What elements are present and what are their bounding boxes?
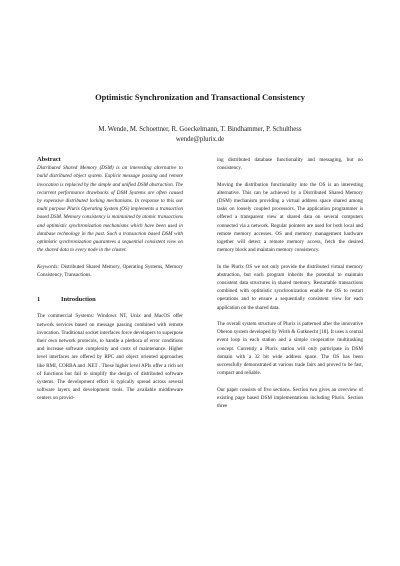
section-heading-introduction	[37, 296, 183, 304]
paper-title: Optimistic Synchronization and Transactional Consistency	[95, 93, 305, 102]
keywords-paragraph	[37, 263, 183, 279]
right-paragraph-3: The overall system structure of Plurix is patterned after the innovative Oberon system developed by Wirth & Gutknecht [18]. It uses a central event loop in each station and a simple cooperative multitasking concept. Currently a Plurix station will only participate in DSM domain with a 32 bit wide address space. The OS has been successfully demonstrated at various trade fairs and proved to be fast, compact and reliable.	[217, 321, 363, 377]
section-number: 1	[37, 296, 41, 304]
keywords-label: Keywords:	[37, 263, 60, 270]
right-paragraph-1: Moving the distribution functionality into the OS is an interesting alternative. This can be achieved by a Distributed Shared Memory (DSM) mechanism providing a virtual address space shared among tasks on loosely coupled processors. The application programmer is offered a transparent view at shared data on several computers connected via a network. Regular pointers are used for both local and remote memory accesses. OS and memory management hardware together will detect a remote memory access, fetch the desired memory block and maintain memory consistency.	[217, 181, 363, 254]
right-paragraph-2: In the Plurix OS we not only provide the distributed virtual memory abstraction, but each program inherits the potential to maintain consistent data structures in shared memory. Restartable transactions combined with optimistic synchronization enable the OS to restart operations and to ensure a sequentially consistent view for each application on the shared data.	[217, 263, 363, 311]
right-paragraph-0: ing distributed database functionality and messaging, but no consistency.	[217, 157, 363, 172]
author-block	[0, 125, 400, 144]
author-list: M. Wende, M. Schoettner, R. Goeckelmann, T. Bindhammer, P. Schulthess	[98, 126, 302, 133]
abstract-heading: Abstract	[37, 156, 61, 163]
right-paragraph-4: Our paper consists of five sections. Section two gives an overview of existing page based DSM implementations including Plurix. Section three	[217, 386, 363, 410]
author-email: wende@plurix.de	[175, 135, 225, 143]
left-column	[37, 156, 183, 403]
intro-paragraph-1: The commercial Systems: Windows NT, Unix and MacOS offer network services based on message passing combined with remote invocation. Traditional socket interfaces force developers to superpose their own network protocols, to handle a plethora of error conditions and increase software complexity and costs of maintenance. Higher level interfaces are offered by RPC and object oriented approaches like RMI, CORBA and .NET . These higher level APIs offer a rich set of functions but fail to simplify the design of distributed software systems. The development effort is typically spread across several software layers and development tools. The available middleware centers on provid-	[37, 313, 183, 402]
keywords-text: Distributed Shared Memory, Operating Systems, Memory Consistency, Transactions.	[37, 263, 183, 278]
abstract-text: Distributed Shared Memory (DSM) is an interesting alternative to build distributed object system. Explicit message passing and remote invocation is replaced by the simple and unified DSM abstraction. The recurrent performance drawbacks of DSM Systems are often caused by expensive distributed locking mechanisms. In response to this our multi purpose Plurix Operating System (OS) implements a transaction based DSM. Memory consistency is maintained by atomic transactions and optimistic synchronization mechanisms which have been used in database technology in the past. Such a transaction based DSM with optimistic synchronization guarantees a sequential consistent view on the shared data to every node in the cluster.	[37, 165, 183, 254]
right-column	[217, 156, 363, 410]
section-title: Introduction	[61, 296, 96, 304]
